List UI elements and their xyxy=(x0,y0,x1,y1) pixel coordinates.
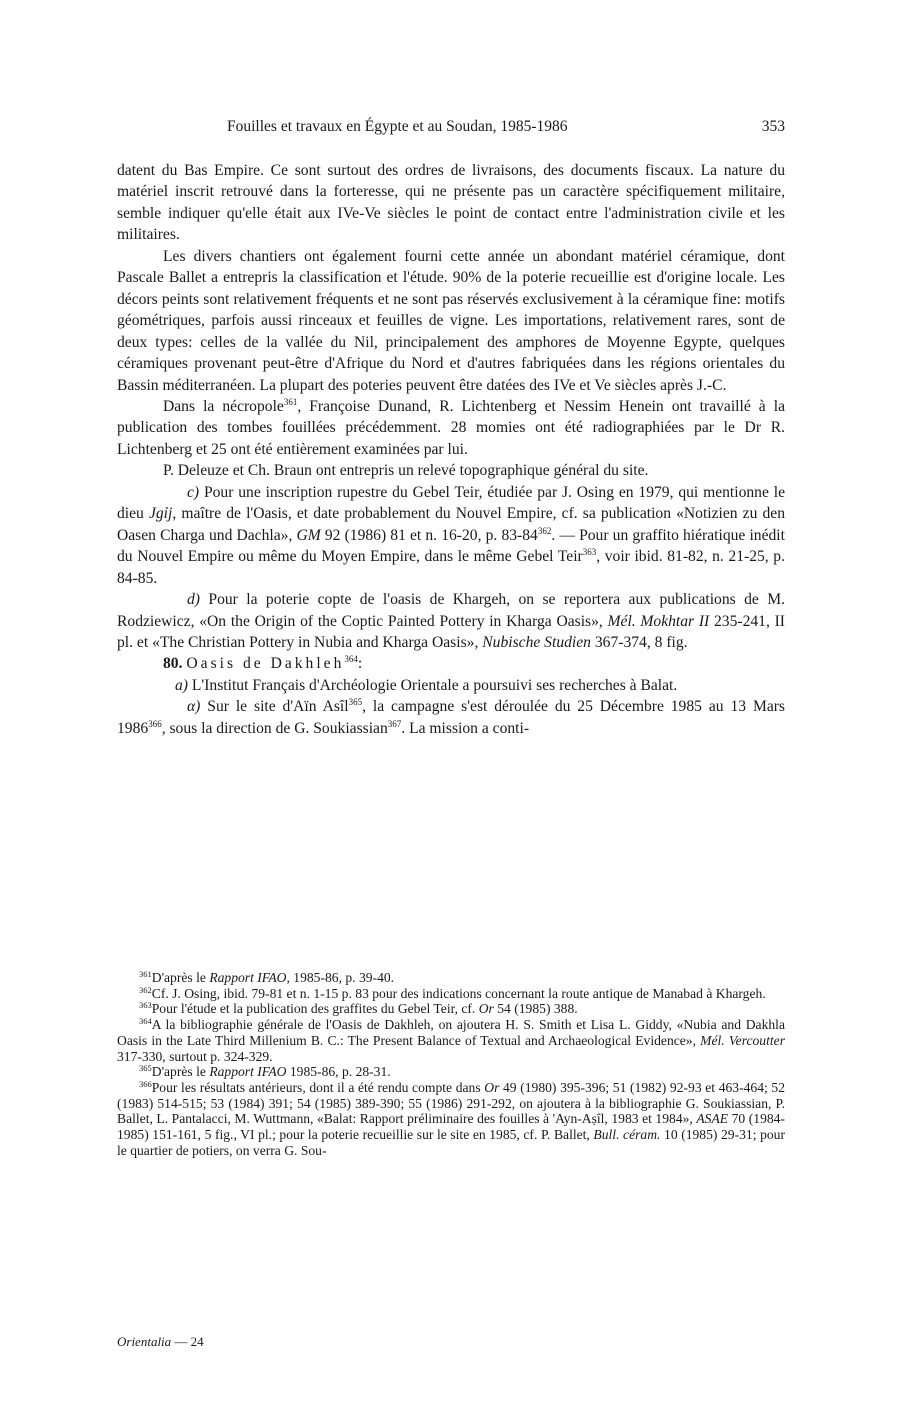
footnote-ref-367[interactable]: 367 xyxy=(387,718,402,729)
text: L'Institut Français d'Archéologie Orientale a poursuivi ses recherches à Balat. xyxy=(188,676,678,694)
footnote-number: 364 xyxy=(139,1016,152,1027)
text: Cf. J. Osing, ibid. 79-81 et n. 1-15 p. 83 pour des indications concernant la route antique de Manabad à Khargeh. xyxy=(151,985,766,1001)
text: 92 (1986) 81 et n. 16-20, p. 83-84 xyxy=(320,526,538,544)
item-label: α) xyxy=(187,698,201,716)
footnote-number: 366 xyxy=(139,1078,152,1089)
item-label: c) xyxy=(187,483,200,501)
paragraph-c xyxy=(117,482,785,589)
footnote-ref-363[interactable]: 363 xyxy=(582,547,597,558)
text: Pour une inscription rupestre du Gebel Teir, étudiée par J. Osing en 1979, qui mentionne le dieu xyxy=(117,483,785,523)
footnote-362 xyxy=(117,986,785,1002)
citation-title: Or xyxy=(478,1001,494,1017)
running-title: Fouilles et travaux en Égypte et au Soudan, 1985-1986 xyxy=(227,118,568,135)
footnote-ref-362[interactable]: 362 xyxy=(537,525,552,536)
text: 49 (1980) 395-396; 51 (1982) 92-93 et 463-464; 52 (1983) 514-515; 53 (1984) 391; 54 (1985) 389-390; 55 (1986) 291-292, on ajoutera à la bibliographie G. Soukiassian, P. Ballet, L. Pantalacci, M. Wuttmann, «Balat: Rapport préliminaire des fouilles à 'Ayn-Aṣîl, 1983 et 1984», xyxy=(117,1079,785,1127)
citation-title: Mél. Mokhtar II xyxy=(607,612,710,630)
text: , maître de l'Oasis, et date probablement du Nouvel Empire, cf. sa publication «Notizien zu den Oasen Charga und Dachla», xyxy=(117,505,785,544)
section-title: Oasis de Dakhleh xyxy=(186,655,345,673)
footnote-number: 362 xyxy=(139,984,152,995)
text: 317-330, surtout p. 324-329. xyxy=(117,1048,273,1064)
text: , Françoise Dunand, R. Lichtenberg et Nessim Henein ont travaillé à la publication des tombes fouillées précédemment. 28 momies ont été radiographiées par le Dr R. Lichtenberg et 25 ont été entièrement examinées par lui. xyxy=(117,397,785,458)
text: , sous la direction de G. Soukiassian xyxy=(161,719,388,737)
text: Pour l'étude et la publication des graffites du Gebel Teir, cf. xyxy=(151,1001,479,1017)
footnote-ref-365[interactable]: 365 xyxy=(348,697,363,708)
body-text xyxy=(117,160,785,739)
sheet-number: 24 xyxy=(190,1334,204,1349)
citation-title: Rapport IFAO xyxy=(209,1064,287,1080)
citation-title: Mél. Vercoutter xyxy=(700,1032,785,1048)
item-label: d) xyxy=(187,591,200,609)
footnote-365 xyxy=(117,1064,785,1080)
footnote-364 xyxy=(117,1017,785,1064)
text: . — Pour un graffito hiératique inédit du Nouvel Empire ou même du Moyen Empire, dans le même Gebel Teir xyxy=(117,526,785,566)
god-name: Jgỉj xyxy=(148,505,173,523)
text: , la campagne s'est déroulée du 25 Décembre 1985 au 13 Mars 1986 xyxy=(117,698,786,737)
paragraph-2: Les divers chantiers ont également fourni cette année un abondant matériel céramique, dont Pascale Ballet a entrepris la classification et l'étude. 90% de la poterie recueillie est d'origine locale. Les décors peints sont relativement fréquents et ne sont pas réservés exclusivement à la céramique fine: motifs géométriques, parfois aussi rinceaux et feuilles de vigne. Les importations, relativement rares, sont de deux types: celles de la vallée du Nil, principalement des amphores de Moyenne Egypte, quelques céramiques provenant peut-être d'Afrique du Nord et d'autres fabriquées dans les régions orientales du Bassin méditerranéen. La plupart des poteries peuvent être datées des IVe et Ve siècles après J.-C. xyxy=(117,247,785,394)
footer-separator: — xyxy=(171,1334,191,1349)
footnote-361 xyxy=(117,970,785,986)
footnote-ref-364[interactable]: 364 xyxy=(344,654,358,665)
text: , voir ibid. 81-82, n. 21-25, p. 84-85. xyxy=(117,548,786,587)
footnote-number: 361 xyxy=(139,969,152,979)
paragraph-3 xyxy=(117,396,785,460)
footnote-number: 365 xyxy=(139,1063,152,1074)
footnote-366 xyxy=(117,1080,785,1159)
section-number: 80. xyxy=(163,655,183,673)
text: 1985-86, p. 39-40. xyxy=(289,970,395,985)
item-label: a) xyxy=(175,676,188,694)
paragraph-4: P. Deleuze et Ch. Braun ont entrepris un relevé topographique général du site. xyxy=(163,462,649,480)
text: Dans la nécropole xyxy=(163,397,284,415)
text: 70 (1984-1985) 151-161, 5 fig., VI pl.; pour la poterie recueillie sur le site en 1985, cf. P. Ballet, xyxy=(117,1111,785,1143)
text: D'après le xyxy=(151,970,210,985)
text: Pour la poterie copte de l'oasis de Khargeh, on se reportera aux publications de M. Rodziewicz, «On the Origin of the Coptic Painted Pottery in Kharga Oasis», xyxy=(117,591,785,630)
paragraph-alpha xyxy=(117,696,785,739)
text: 10 (1985) 29-31; pour le quartier de potiers, on verra G. Sou- xyxy=(117,1127,785,1158)
section-heading-80 xyxy=(117,653,785,674)
text: D'après le xyxy=(151,1064,210,1080)
text: 367-374, 8 fig. xyxy=(590,633,688,651)
footnote-363 xyxy=(117,1001,785,1017)
text: . La mission a conti- xyxy=(401,719,530,737)
running-header xyxy=(117,118,785,140)
text: 54 (1985) 388. xyxy=(493,1001,578,1017)
text: Sur le site d'Aïn Asîl xyxy=(200,698,349,716)
text: : xyxy=(357,655,363,673)
citation-title: Rapport IFAO, xyxy=(209,970,290,985)
text: A la bibliographie générale de l'Oasis de Dakhleh, on ajoutera H. S. Smith et Lisa L. Giddy, «Nubia and Dakhla Oasis in the Late Third Millenium B. C.: The Present Balance of Textual and Archaeological Evidence», xyxy=(117,1017,785,1048)
citation-title: Bull. céram. xyxy=(593,1127,661,1143)
paragraph-d xyxy=(117,589,785,653)
text: Pour les résultats antérieurs, dont il a été rendu compte dans xyxy=(151,1079,485,1095)
footnotes xyxy=(117,970,785,1158)
page-footer xyxy=(117,1334,204,1350)
footnote-ref-366[interactable]: 366 xyxy=(148,718,162,729)
journal-abbr: GM xyxy=(296,526,321,544)
citation-title: ASAE xyxy=(696,1111,729,1127)
text: 1985-86, p. 28-31. xyxy=(286,1064,391,1080)
journal-name: Orientalia xyxy=(117,1334,172,1349)
citation-title: Or xyxy=(484,1079,500,1095)
paragraph-a xyxy=(117,675,785,696)
footnote-number: 363 xyxy=(139,1000,152,1011)
footnote-ref-361[interactable]: 361 xyxy=(283,396,298,407)
page-number: 353 xyxy=(761,118,785,135)
citation-title: Nubische Studien xyxy=(482,633,591,651)
paragraph-1: datent du Bas Empire. Ce sont surtout des ordres de livraisons, des documents fiscaux. La nature du matériel inscrit retrouvé dans la forteresse, qui ne présente pas un caractère spécifiquement militaire, semble indiquer qu'elle était aux IVe-Ve siècles le point de contact entre l'administration civile et les militaires. xyxy=(117,162,785,244)
text: 235-241, II pl. et «The Christian Pottery in Nubia and Kharga Oasis», xyxy=(117,612,785,651)
